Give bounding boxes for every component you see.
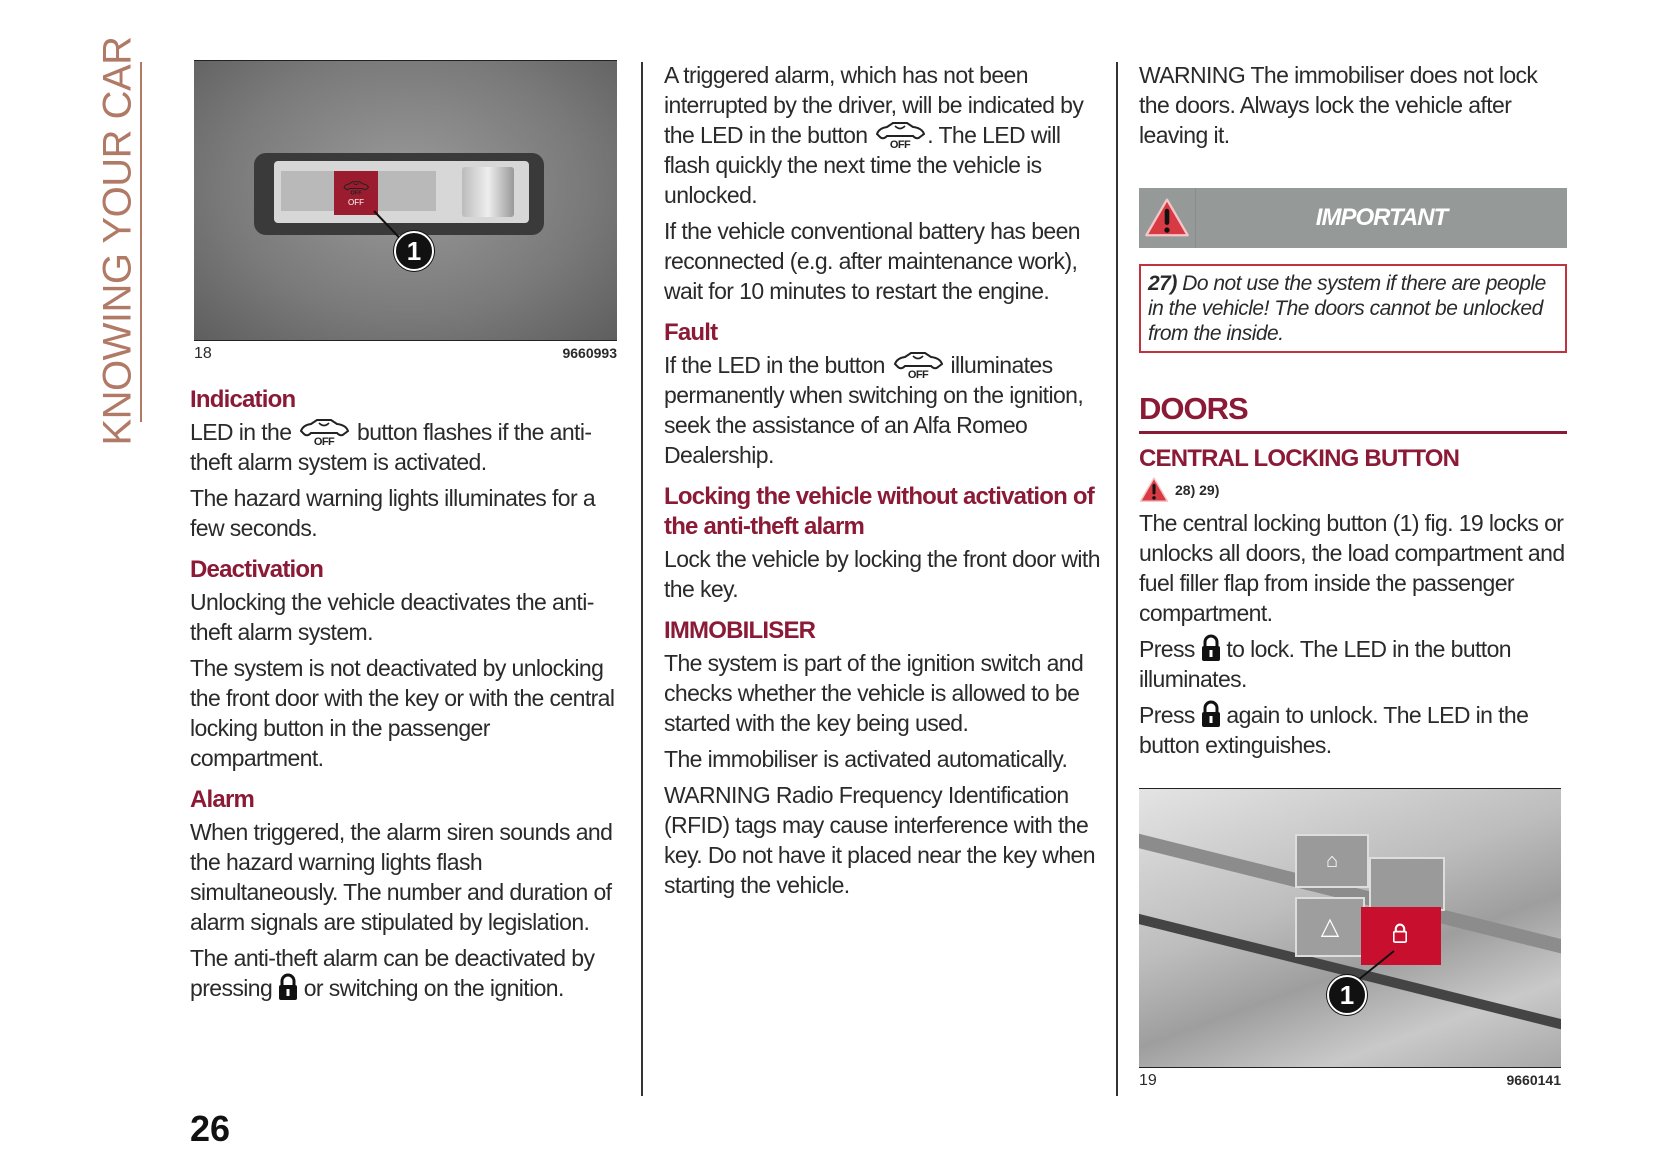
figure-19-wrapper — [1139, 788, 1561, 1090]
lock-icon — [1201, 700, 1221, 728]
heading-immobiliser: IMMOBILISER — [664, 617, 816, 644]
warning-icon — [1144, 197, 1190, 239]
important-banner — [1139, 188, 1567, 248]
heading-central-locking: CENTRAL LOCKING BUTTON — [1139, 444, 1460, 472]
paragraph: If the vehicle conventional battery has been reconnected (e.g. after maintenance work), wait for 10 minutes to restart the engine. — [664, 218, 1081, 304]
figure-caption — [194, 345, 617, 363]
warning-refs: 28) 29) — [1139, 476, 1567, 504]
alarm-off-icon — [297, 418, 351, 446]
paragraph: Press again to unlock. The LED in the button extinguishes. — [1139, 701, 1529, 758]
important-label: IMPORTANT — [1315, 204, 1448, 231]
heading-doors: DOORS — [1139, 391, 1248, 426]
paragraph: The system is not deactivated by unlocking the front door with the key or with the central locking button in the passenger compartment. — [190, 655, 615, 771]
figure-19 — [1139, 788, 1561, 1068]
paragraph: WARNING Radio Frequency Identification (RFID) tags may cause interference with the key. Do not have it placed near the key when starting the vehicle. — [664, 782, 1095, 898]
paragraph: Press to lock. The LED in the button illuminates. — [1139, 635, 1511, 692]
paragraph: The hazard warning lights illuminates for a few seconds. — [190, 485, 596, 541]
paragraph: The anti-theft alarm can be deactivated by pressing or switching on the ignition. — [190, 945, 595, 1001]
heading-fault: Fault — [664, 319, 718, 346]
callout-leader — [194, 61, 617, 340]
warning-note: 27) Do not use the system if there are people in the vehicle! The doors cannot be unlocked from the inside. — [1139, 264, 1567, 353]
column-divider — [1116, 62, 1118, 1096]
figure-18 — [194, 60, 617, 341]
paragraph: A triggered alarm, which has not been interrupted by the driver, will be indicated by the LED in the button . The LED will flash quickly the next time the vehicle is unlocked. — [664, 62, 1084, 208]
hazard-icon: △ — [1320, 913, 1340, 940]
alarm-off-icon — [873, 121, 927, 149]
figure-number: 18 — [194, 345, 212, 362]
heading-deactivation: Deactivation — [190, 556, 324, 583]
paragraph: LED in the button flashes if the anti-theft alarm system is activated. — [190, 419, 592, 475]
callout-1: 1 — [394, 231, 434, 271]
column-3 — [1139, 60, 1567, 766]
paragraph: The immobiliser is activated automatically. — [664, 746, 1068, 772]
paragraph: Unlocking the vehicle deactivates the anti-theft alarm system. — [190, 589, 594, 645]
paragraph: WARNING The immobiliser does not lock the doors. Always lock the vehicle after leaving it. — [1139, 62, 1538, 148]
paragraph: When triggered, the alarm siren sounds and the hazard warning lights flash simultaneously. The number and duration of alarm signals are stipulated by legislation. — [190, 819, 613, 935]
heading-alarm: Alarm — [190, 786, 255, 813]
figure-code: 9660141 — [1506, 1072, 1561, 1088]
paragraph: Lock the vehicle by locking the front door with the key. — [664, 546, 1100, 602]
column-divider — [641, 62, 643, 1096]
column-2 — [664, 60, 1104, 906]
figure-code: 9660993 — [562, 345, 617, 361]
alarm-off-icon — [891, 351, 945, 379]
page-number: 26 — [190, 1108, 231, 1149]
column-1 — [190, 60, 620, 1009]
alarm-off-button: OFF — [334, 171, 378, 215]
heading-underline — [1139, 431, 1567, 434]
paragraph: The system is part of the ignition switch and checks whether the vehicle is allowed to be started with the key being used. — [664, 650, 1084, 736]
callout-leader — [1139, 789, 1561, 1067]
figure-number: 19 — [1139, 1072, 1157, 1089]
side-divider — [140, 62, 142, 422]
home-icon: ⌂ — [1325, 850, 1339, 872]
paragraph: The central locking button (1) fig. 19 locks or unlocks all doors, the load compartment and fuel filler flap from inside the passenger compartment. — [1139, 509, 1565, 626]
lock-icon — [1201, 634, 1221, 662]
section-side-title: KNOWING YOUR CAR — [95, 36, 140, 446]
figure-caption — [1139, 1072, 1561, 1090]
paragraph: If the LED in the button illuminates permanently when switching on the ignition, seek the assistance of an Alfa Romeo Dealership. — [664, 352, 1084, 468]
warning-icon — [1139, 476, 1169, 504]
heading-locking-without-alarm: Locking the vehicle without activation of the anti-theft alarm — [664, 483, 1094, 540]
heading-indication: Indication — [190, 386, 296, 413]
lock-icon — [278, 973, 298, 1001]
callout-1: 1 — [1327, 975, 1367, 1015]
